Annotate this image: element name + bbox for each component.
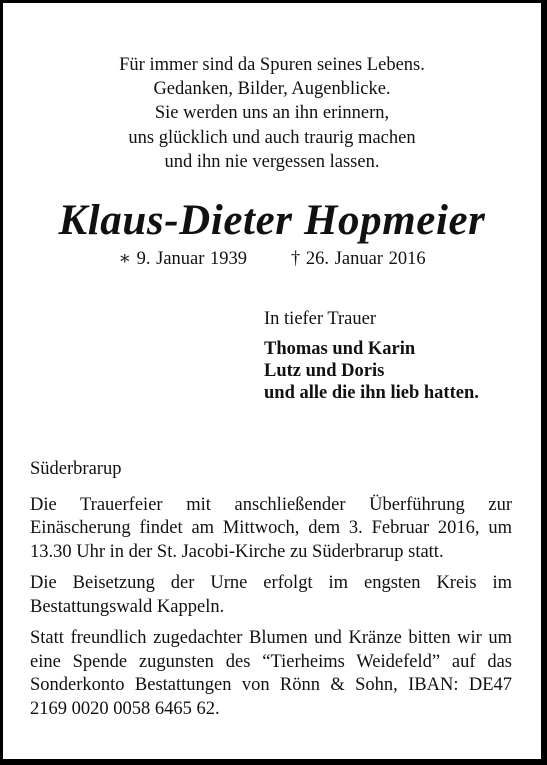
- burial-paragraph: Die Beisetzung der Urne erfolgt im engsten Kreis im Bestattungswald Kappeln.: [30, 573, 512, 617]
- death-date: † 26. Januar 2016: [291, 249, 426, 269]
- funeral-details: [30, 458, 512, 729]
- mourner-names: [264, 338, 479, 404]
- mourners-block: [264, 308, 479, 404]
- mourner-name: Lutz und Doris: [264, 361, 385, 381]
- life-dates: [3, 248, 541, 270]
- place-name: Süderbrarup: [30, 459, 122, 479]
- poem-line: Sie werden uns an ihn erinnern,: [154, 103, 390, 124]
- memorial-poem: [3, 53, 541, 174]
- mourner-name: und alle die ihn lieb hatten.: [264, 383, 479, 403]
- mourning-intro: In tiefer Trauer: [264, 309, 376, 329]
- poem-line: Für immer sind da Spuren seines Lebens.: [119, 55, 425, 75]
- ceremony-paragraph: Die Trauerfeier mit anschließender Überführung zur Einäscherung findet am Mittwoch, dem 3. Februar 2016, um 13.30 Uhr in der St. Jacobi-Kirche zu Süderbrarup statt.: [30, 494, 512, 562]
- poem-line: und ihn nie vergessen lassen.: [164, 151, 380, 172]
- deceased-name: Klaus-Dieter Hopmeier: [58, 197, 486, 244]
- poem-line: uns glücklich und auch traurig machen: [128, 127, 416, 148]
- birth-date: ∗ 9. Januar 1939: [118, 249, 248, 269]
- mourner-name: Thomas und Karin: [264, 339, 416, 359]
- poem-line: Gedanken, Bilder, Augenblicke.: [153, 79, 391, 100]
- donation-paragraph: Statt freundlich zugedachter Blumen und Kränze bitten wir um eine Spende zugunsten des “Tierheims Weidefeld” auf das Sonderkonto Bestattungen von Rönn & Sohn, IBAN: DE47 2169 0020 0058 6465 62.: [30, 628, 512, 719]
